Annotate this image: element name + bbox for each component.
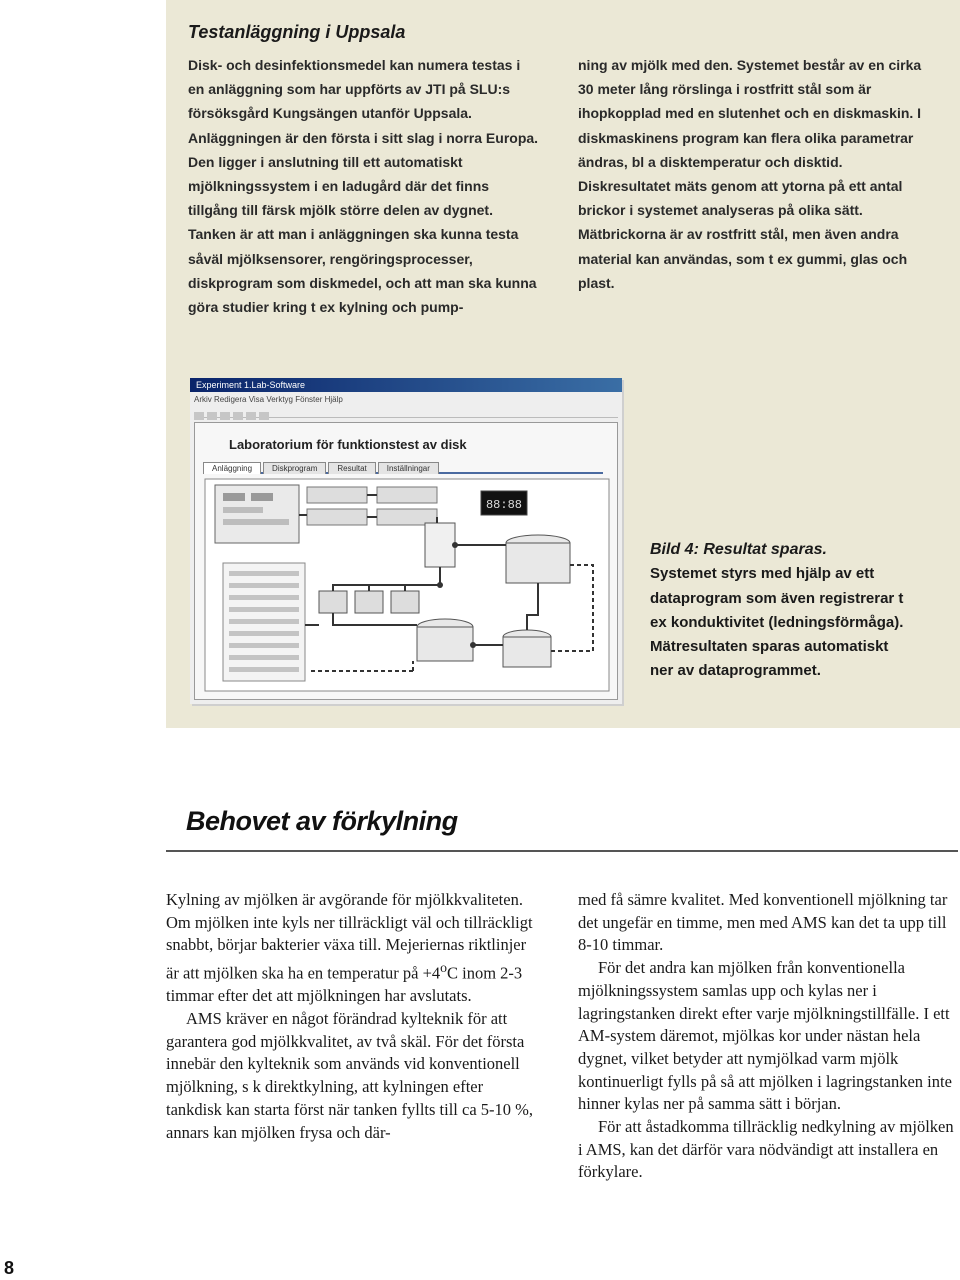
body-column-1 xyxy=(166,889,542,1144)
status-field xyxy=(307,509,367,525)
lab-heading: Laboratorium för funktionstest av disk xyxy=(229,437,467,452)
panel-indicator xyxy=(223,519,289,525)
menu-bar: Arkiv Redigera Visa Verktyg Fönster Hjälp xyxy=(194,395,343,404)
application-canvas xyxy=(194,422,618,700)
caption-text: Systemet styrs med hjälp av ett dataprogram som även registrerar t ex konduktivitet (ledningsförmåga). Mätresultaten sparas automatiskt ner av dataprogrammet. xyxy=(650,565,904,680)
body-paragraph: För att åstadkomma tillräcklig nedkylning av mjölken i AMS, kan det därför vara nödvändigt att installera en förkylare. xyxy=(578,1117,954,1182)
page-number: 8 xyxy=(3,1258,14,1278)
section-heading: Behovet av förkylning xyxy=(186,806,458,836)
legend-line xyxy=(229,571,299,576)
software-screenshot xyxy=(190,378,622,704)
body-text: C inom 2-3 timmar efter det att mjölkningen har avslutats. xyxy=(166,963,523,1006)
toolbar-icon xyxy=(220,412,230,420)
legend-line xyxy=(229,643,299,648)
body-paragraph: med få sämre kvalitet. Med konventionell mjölkning tar det ungefär en timme, men med AMS kan det ta upp till 8-10 timmar. xyxy=(578,890,948,955)
status-field xyxy=(377,487,437,503)
caption-title: Bild 4: Resultat sparas. xyxy=(650,541,827,558)
valve-block xyxy=(319,591,347,613)
valve-block xyxy=(391,591,419,613)
tab-bar xyxy=(203,458,603,474)
legend-line xyxy=(229,619,299,624)
tab-installningar: Inställningar xyxy=(378,462,439,474)
legend-line xyxy=(229,631,299,636)
toolbar-icon xyxy=(194,412,204,420)
legend-line xyxy=(229,607,299,612)
legend-line xyxy=(229,583,299,588)
toolbar-icon xyxy=(207,412,217,420)
body-paragraph: AMS kräver en något förändrad kylteknik för att garantera god mjölkkvalitet, av två skäl. För det första innebär den kylteknik som används vid konventionell mjölkning, s k direktkylning, att kylningen efter tankdisk kan starta först när tanken fyllts till ca 5-10 %, annars kan mjölken frysa och där- xyxy=(166,1009,534,1142)
legend-line xyxy=(229,667,299,672)
dishwasher-tank xyxy=(506,543,570,583)
box-text-column-2: ning av mjölk med den. Systemet består av en cirka 30 meter lång rörslinga i rostfritt stål som är ihopkopplad med en slutenhet och en diskmaskin. I diskmaskinens program kan flera olika parametrar ändras, bl a disktemperatur och disktid. Diskresultatet mäts genom att ytorna på ett antal brickor i systemet analyseras på olika sätt. Mätbrickorna är av rostfritt stål, men även andra material kan användas, som t ex gummi, glas och plast. xyxy=(578,57,922,291)
degree-superscript: o xyxy=(440,960,447,976)
figure-caption xyxy=(650,538,910,684)
status-field xyxy=(307,487,367,503)
storage-tank xyxy=(417,627,473,661)
toolbar-icon xyxy=(246,412,256,420)
flow-unit xyxy=(425,523,455,567)
body-text: Kylning av mjölken är avgörande för mjölkkvaliteten. Om mjölken inte kyls ner tillräckligt väl och tillräckligt snabbt, börjar bakterier växa till. Mejeriernas riktlinjer är att mjölken ska ha en temperatur på +4 xyxy=(166,890,533,983)
panel-indicator xyxy=(251,493,273,501)
tab-anlaggning: Anläggning xyxy=(203,462,261,474)
process-diagram xyxy=(203,475,611,695)
junction-dot xyxy=(470,642,476,648)
valve-block xyxy=(355,591,383,613)
body-column-2 xyxy=(578,889,954,1184)
toolbar xyxy=(194,407,618,418)
section-rule xyxy=(166,850,958,852)
window-titlebar: Experiment 1.Lab-Software xyxy=(190,378,622,392)
legend-line xyxy=(229,595,299,600)
tab-resultat: Resultat xyxy=(328,462,375,474)
body-paragraph xyxy=(166,889,542,1008)
display-value: 88:88 xyxy=(485,498,523,512)
legend-line xyxy=(229,655,299,660)
milk-tank xyxy=(503,637,551,667)
toolbar-icon xyxy=(233,412,243,420)
junction-dot xyxy=(452,542,458,548)
tab-diskprogram: Diskprogram xyxy=(263,462,326,474)
toolbar-icon xyxy=(259,412,269,420)
box-title: Testanläggning i Uppsala xyxy=(188,22,406,42)
box-text-column-1: Disk- och desinfektionsmedel kan numera testas i en anläggning som har uppförts av JTI på SLU:s försöksgård Kungsängen utanför Uppsala. Anläggningen är den första i sitt slag i norra Europa. Den ligger i anslutning till ett automatiskt mjölkningssystem i en ladugård där det finns tillgång till färsk mjölk större delen av dygnet. Tanken är att man i anläggningen ska kunna testa såväl mjölksensorer, rengöringsprocesser, diskprogram som diskmedel, och att man ska kunna göra studier kring t ex kylning och pump- xyxy=(188,57,539,316)
panel-indicator xyxy=(223,507,263,513)
body-paragraph: För det andra kan mjölken från konventionella mjölkningssystem samlas upp och kylas ner i lagringstanken direkt efter varje mjölkningstillfälle. I ett AM-system däremot, mjölkas kor under nästan hela dygnet, vilket betyder att nymjölkad varm mjölk kontinuerligt fylls på så att mjölken i lagringstanken inte hinner kylas ner på samma sätt i början. xyxy=(578,958,952,1114)
panel-indicator xyxy=(223,493,245,501)
junction-dot xyxy=(437,582,443,588)
